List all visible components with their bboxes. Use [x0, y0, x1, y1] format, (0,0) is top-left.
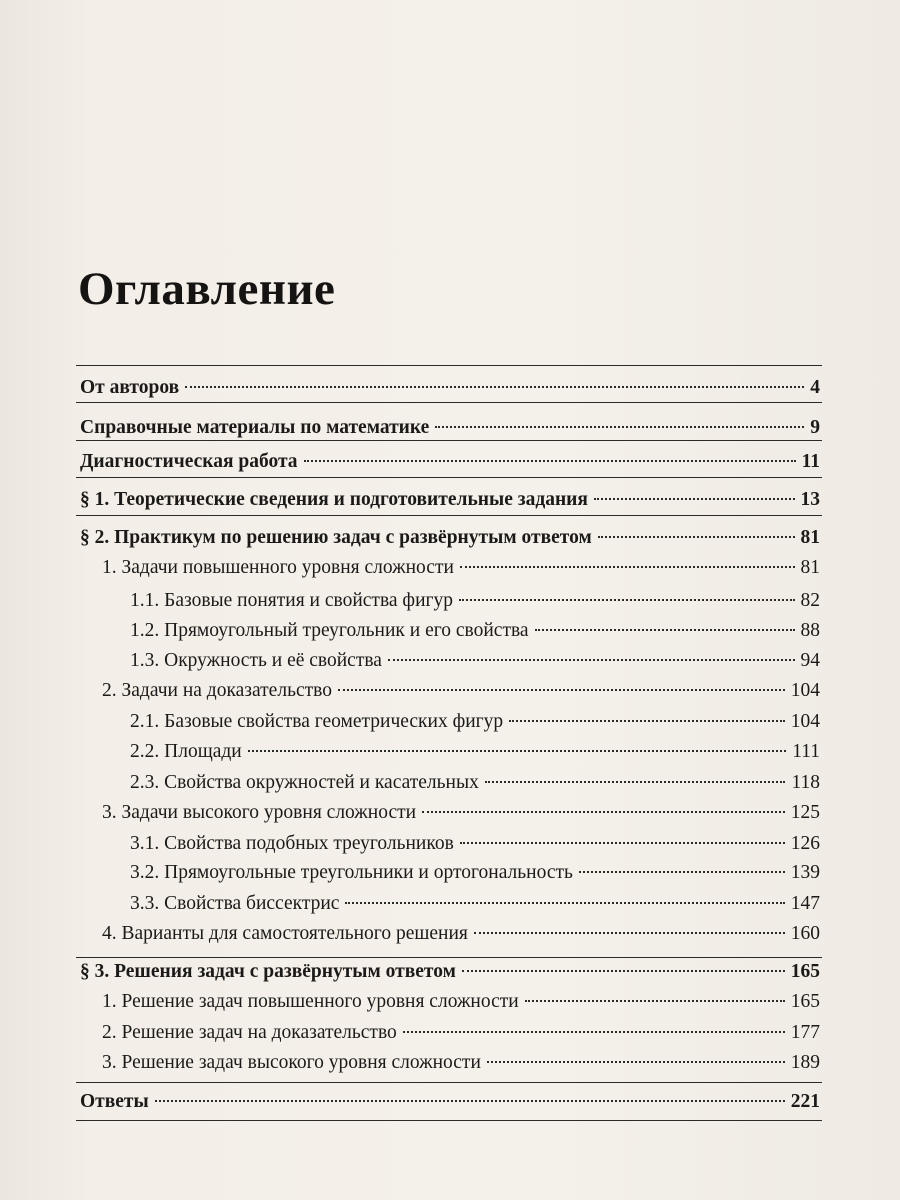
- toc-entry-page: 13: [800, 489, 820, 510]
- page-title: Оглавление: [78, 263, 336, 315]
- toc-entry[interactable]: [130, 893, 820, 915]
- toc-leader-dots: [422, 811, 785, 813]
- toc-divider: [76, 1082, 822, 1083]
- toc-leader-dots: [474, 932, 785, 934]
- toc-leader-dots: [345, 902, 784, 904]
- toc-leader-dots: [462, 970, 785, 972]
- toc-entry-page: 88: [800, 620, 820, 641]
- toc-leader-dots: [485, 781, 786, 783]
- toc-entry[interactable]: [102, 923, 820, 945]
- toc-divider: [76, 515, 822, 516]
- toc-entry-label: 2. Решение задач на доказательство: [102, 1022, 397, 1043]
- toc-entry-page: 111: [792, 741, 820, 762]
- toc-entry-page: 160: [790, 923, 820, 944]
- toc-leader-dots: [509, 720, 785, 722]
- toc-leader-dots: [579, 871, 785, 873]
- toc-entry[interactable]: [102, 1052, 820, 1074]
- toc-leader-dots: [535, 629, 795, 631]
- toc-entry-label: 1. Задачи повышенного уровня сложности: [102, 557, 454, 578]
- toc-entry[interactable]: [130, 650, 820, 672]
- toc-entry[interactable]: [80, 451, 820, 473]
- toc-leader-dots: [487, 1061, 785, 1063]
- toc-leader-dots: [248, 750, 786, 752]
- toc-entry-page: 104: [790, 711, 820, 732]
- toc-entry[interactable]: [80, 1091, 820, 1113]
- toc-entry-label: Справочные материалы по математике: [80, 417, 430, 438]
- toc-entry-label: 1. Решение задач повышенного уровня сложности: [102, 991, 519, 1012]
- toc-entry-page: 118: [791, 772, 820, 793]
- toc-leader-dots: [338, 689, 785, 691]
- toc-entry[interactable]: [102, 802, 820, 824]
- toc-entry[interactable]: [102, 1022, 820, 1044]
- toc-entry-label: 3.3. Свойства биссектрис: [130, 893, 340, 914]
- toc-entry[interactable]: [130, 741, 820, 763]
- toc-entry-page: 82: [800, 590, 820, 611]
- toc-entry-page: 81: [800, 527, 820, 548]
- toc-entry[interactable]: [130, 590, 820, 612]
- toc-entry-label: Диагностическая работа: [80, 451, 298, 472]
- toc-entry-label: § 1. Теоретические сведения и подготовительные задания: [80, 489, 588, 510]
- toc-entry-label: 1.2. Прямоугольный треугольник и его свойства: [130, 620, 529, 641]
- toc-entry-label: 3. Решение задач высокого уровня сложности: [102, 1052, 481, 1073]
- toc-leader-dots: [155, 1100, 785, 1102]
- toc-entry[interactable]: [80, 489, 820, 511]
- toc-entry[interactable]: [80, 377, 820, 399]
- toc-entry[interactable]: [80, 961, 820, 983]
- toc-entry-page: 11: [801, 451, 820, 472]
- toc-leader-dots: [598, 536, 795, 538]
- toc-divider: [76, 402, 822, 403]
- toc-divider: [76, 1120, 822, 1121]
- toc-entry-page: 177: [790, 1022, 820, 1043]
- toc-entry-label: 2.1. Базовые свойства геометрических фигур: [130, 711, 504, 732]
- toc-divider: [76, 957, 822, 958]
- toc-entry-page: 4: [810, 377, 820, 398]
- toc-entry[interactable]: [102, 557, 820, 579]
- toc-leader-dots: [525, 1000, 785, 1002]
- toc-leader-dots: [460, 566, 795, 568]
- toc-entry-label: 4. Варианты для самостоятельного решения: [102, 923, 468, 944]
- toc-entry-page: 189: [790, 1052, 820, 1073]
- toc-entry[interactable]: [130, 620, 820, 642]
- toc-entry-page: 9: [810, 417, 820, 438]
- toc-entry-label: § 2. Практикум по решению задач с развёрнутым ответом: [80, 527, 592, 548]
- toc-divider: [76, 477, 822, 478]
- toc-leader-dots: [594, 498, 795, 500]
- toc-entry-page: 165: [790, 991, 820, 1012]
- toc-entry[interactable]: [102, 680, 820, 702]
- toc-entry-label: Ответы: [80, 1091, 149, 1112]
- toc-entry-page: 94: [800, 650, 820, 671]
- toc-entry-label: 3.2. Прямоугольные треугольники и ортогональность: [130, 862, 573, 883]
- toc-leader-dots: [459, 599, 795, 601]
- toc-leader-dots: [403, 1031, 785, 1033]
- toc-entry-label: § 3. Решения задач с развёрнутым ответом: [80, 961, 456, 982]
- toc-entry-label: 1.1. Базовые понятия и свойства фигур: [130, 590, 453, 611]
- toc-entry-label: От авторов: [80, 377, 180, 398]
- toc-entry[interactable]: [102, 991, 820, 1013]
- toc-entry[interactable]: [130, 711, 820, 733]
- toc-divider: [76, 440, 822, 441]
- toc-entry-label: 2. Задачи на доказательство: [102, 680, 332, 701]
- toc-entry-page: 147: [790, 893, 820, 914]
- toc-leader-dots: [435, 426, 804, 428]
- toc-entry-page: 165: [790, 961, 820, 982]
- toc-entry-label: 3. Задачи высокого уровня сложности: [102, 802, 417, 823]
- toc-leader-dots: [460, 842, 785, 844]
- toc-divider: [76, 365, 822, 366]
- toc-leader-dots: [388, 659, 795, 661]
- toc-entry-label: 1.3. Окружность и её свойства: [130, 650, 382, 671]
- toc-entry-page: 125: [790, 802, 820, 823]
- toc-leader-dots: [185, 386, 804, 388]
- toc-entry-page: 221: [790, 1091, 820, 1112]
- toc-leader-dots: [304, 460, 796, 462]
- toc-entry[interactable]: [80, 417, 820, 439]
- toc-entry-page: 104: [790, 680, 820, 701]
- toc-entry-page: 126: [790, 833, 820, 854]
- toc-entry-page: 81: [800, 557, 820, 578]
- toc-entry[interactable]: [130, 862, 820, 884]
- toc-entry-label: 3.1. Свойства подобных треугольников: [130, 833, 454, 854]
- toc-entry[interactable]: [130, 772, 820, 794]
- toc-entry-label: 2.2. Площади: [130, 741, 242, 762]
- toc-entry[interactable]: [80, 527, 820, 549]
- toc-entry-label: 2.3. Свойства окружностей и касательных: [130, 772, 479, 793]
- toc-entry-page: 139: [790, 862, 820, 883]
- toc-entry[interactable]: [130, 833, 820, 855]
